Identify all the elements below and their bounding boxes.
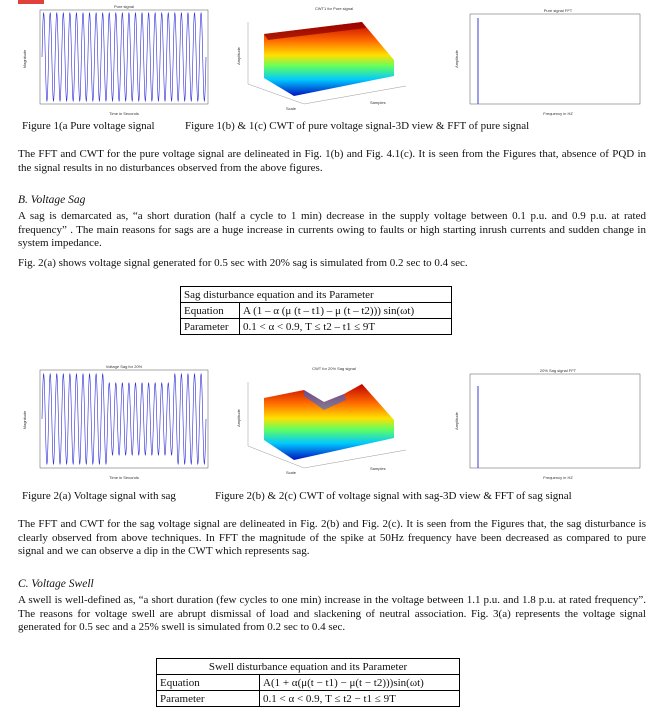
pure-cwt-title: CWT1 for Pure signal bbox=[314, 6, 354, 11]
pure-signal-title: Pure signal bbox=[113, 4, 135, 9]
sag-signal-ylabel: Magnitude bbox=[22, 410, 27, 430]
swell-equation-table bbox=[156, 658, 460, 707]
heading-voltage-sag: B. Voltage Sag bbox=[18, 194, 86, 206]
sag-cwt-surface bbox=[264, 384, 394, 460]
pure-signal-xlabel: Time in Seconds bbox=[109, 111, 139, 116]
sag-cwt-title: CWT for 20% Sag signal bbox=[312, 366, 356, 371]
sag-signal-plot bbox=[20, 364, 212, 480]
pure-cwt-zlabel: Amplitude bbox=[236, 47, 241, 65]
swell-table-value-parameter: 0.1 < α < 0.9, T ≤ t2 − t1 ≤ 9T bbox=[260, 691, 460, 707]
pure-signal-plot bbox=[20, 4, 212, 116]
pure-fft-xlabel: Frequency in HZ bbox=[543, 111, 573, 116]
sag-equation-table bbox=[180, 286, 452, 335]
figure1-caption-left: Figure 1(a Pure voltage signal bbox=[22, 120, 155, 132]
sag-table-label-equation: Equation bbox=[181, 303, 240, 319]
pure-signal-ylabel: Magnitude bbox=[22, 49, 27, 69]
pure-cwt-3d-plot bbox=[234, 4, 424, 116]
sag-table-value-equation: A (1 – α (μ (t – t1) – μ (t – t2))) sin(ωt) bbox=[240, 303, 452, 319]
sag-cwt-xlabel: Scale bbox=[286, 470, 297, 475]
sag-table-value-parameter: 0.1 < α < 0.9, T ≤ t2 – t1 ≤ 9T bbox=[240, 319, 452, 335]
swell-table-label-equation: Equation bbox=[157, 675, 260, 691]
sag-table-label-parameter: Parameter bbox=[181, 319, 240, 335]
figure2-caption-right: Figure 2(b) & 2(c) CWT of voltage signal with sag-3D view & FFT of sag signal bbox=[215, 490, 572, 502]
sag-table-title: Sag disturbance equation and its Parameter bbox=[181, 287, 452, 303]
sag-signal-title: Voltage Sag for 20% bbox=[105, 364, 143, 369]
swell-table-title: Swell disturbance equation and its Parameter bbox=[157, 659, 460, 675]
sag-fft-xlabel: Frequency in HZ bbox=[543, 475, 573, 480]
figure1-caption-right: Figure 1(b) & 1(c) CWT of pure voltage signal-3D view & FFT of pure signal bbox=[185, 120, 530, 132]
paragraph-sag-definition: A sag is demarcated as, “a short duration (half a cycle to 1 min) decrease in the supply voltage between 0.1 p.u. and 0.9 p.u. at rated frequency” . The main reasons for sags are a huge increase in currents owing to faults or high starting inrush currents and sudden change in system impedance. bbox=[18, 210, 646, 250]
sag-fft-plot bbox=[450, 364, 646, 480]
paragraph-pure: The FFT and CWT for the pure voltage signal are delineated in Fig. 1(b) and Fig. 4.1(c). It is seen from the Figures that, absence of PQD in the signal results in no disturbances observed from the above figures. bbox=[18, 148, 646, 174]
sag-fft-title: 20% Sag signal FFT bbox=[539, 368, 577, 373]
pure-fft-plot bbox=[450, 4, 646, 116]
sag-cwt-zlabel: Amplitude bbox=[236, 409, 241, 427]
sag-signal-xlabel: Time in Seconds bbox=[109, 475, 139, 480]
heading-voltage-swell: C. Voltage Swell bbox=[18, 578, 94, 590]
pure-fft-title: Pure signal FFT bbox=[543, 8, 573, 13]
figure2-caption-left: Figure 2(a) Voltage signal with sag bbox=[22, 490, 176, 502]
sag-cwt-ylabel: Samples bbox=[370, 466, 386, 471]
swell-table-label-parameter: Parameter bbox=[157, 691, 260, 707]
sag-cwt-3d-plot bbox=[234, 364, 424, 480]
paragraph-swell-definition: A swell is well-defined as, “a short duration (few cycles to one min) increase in the voltage between 1.1 p.u. and 1.8 p.u. at rated frequency”. The reasons for voltage swell are abrupt dismissal of load and slackening of neutral association. Fig. 3(a) represents the voltage signal generated for 0.5 sec and a 25% swell is simulated from 0.2 sec to 0.4 sec. bbox=[18, 594, 646, 634]
paragraph-sag-analysis: The FFT and CWT for the sag voltage signal are delineated in Fig. 2(b) and Fig. 2(c). It is seen from the Figures that, the sag disturbance is clearly observed from above techniques. In FFT the magnitude of the spike at 50Hz frequency have been decreased as compared to pure signal and we can observe a dip in the CWT which represents sag. bbox=[18, 518, 646, 558]
swell-table-value-equation: A(1 + α(μ(t − t1) − μ(t − t2)))sin(ωt) bbox=[260, 675, 460, 691]
pure-fft-ylabel: Amplitude bbox=[454, 50, 459, 68]
pure-cwt-ylabel: Samples bbox=[370, 100, 386, 105]
sag-fft-ylabel: Amplitude bbox=[454, 412, 459, 430]
pure-cwt-xlabel: Scale bbox=[286, 106, 297, 111]
paragraph-sag-fig: Fig. 2(a) shows voltage signal generated for 0.5 sec with 20% sag is simulated from 0.2 sec to 0.4 sec. bbox=[18, 257, 468, 269]
